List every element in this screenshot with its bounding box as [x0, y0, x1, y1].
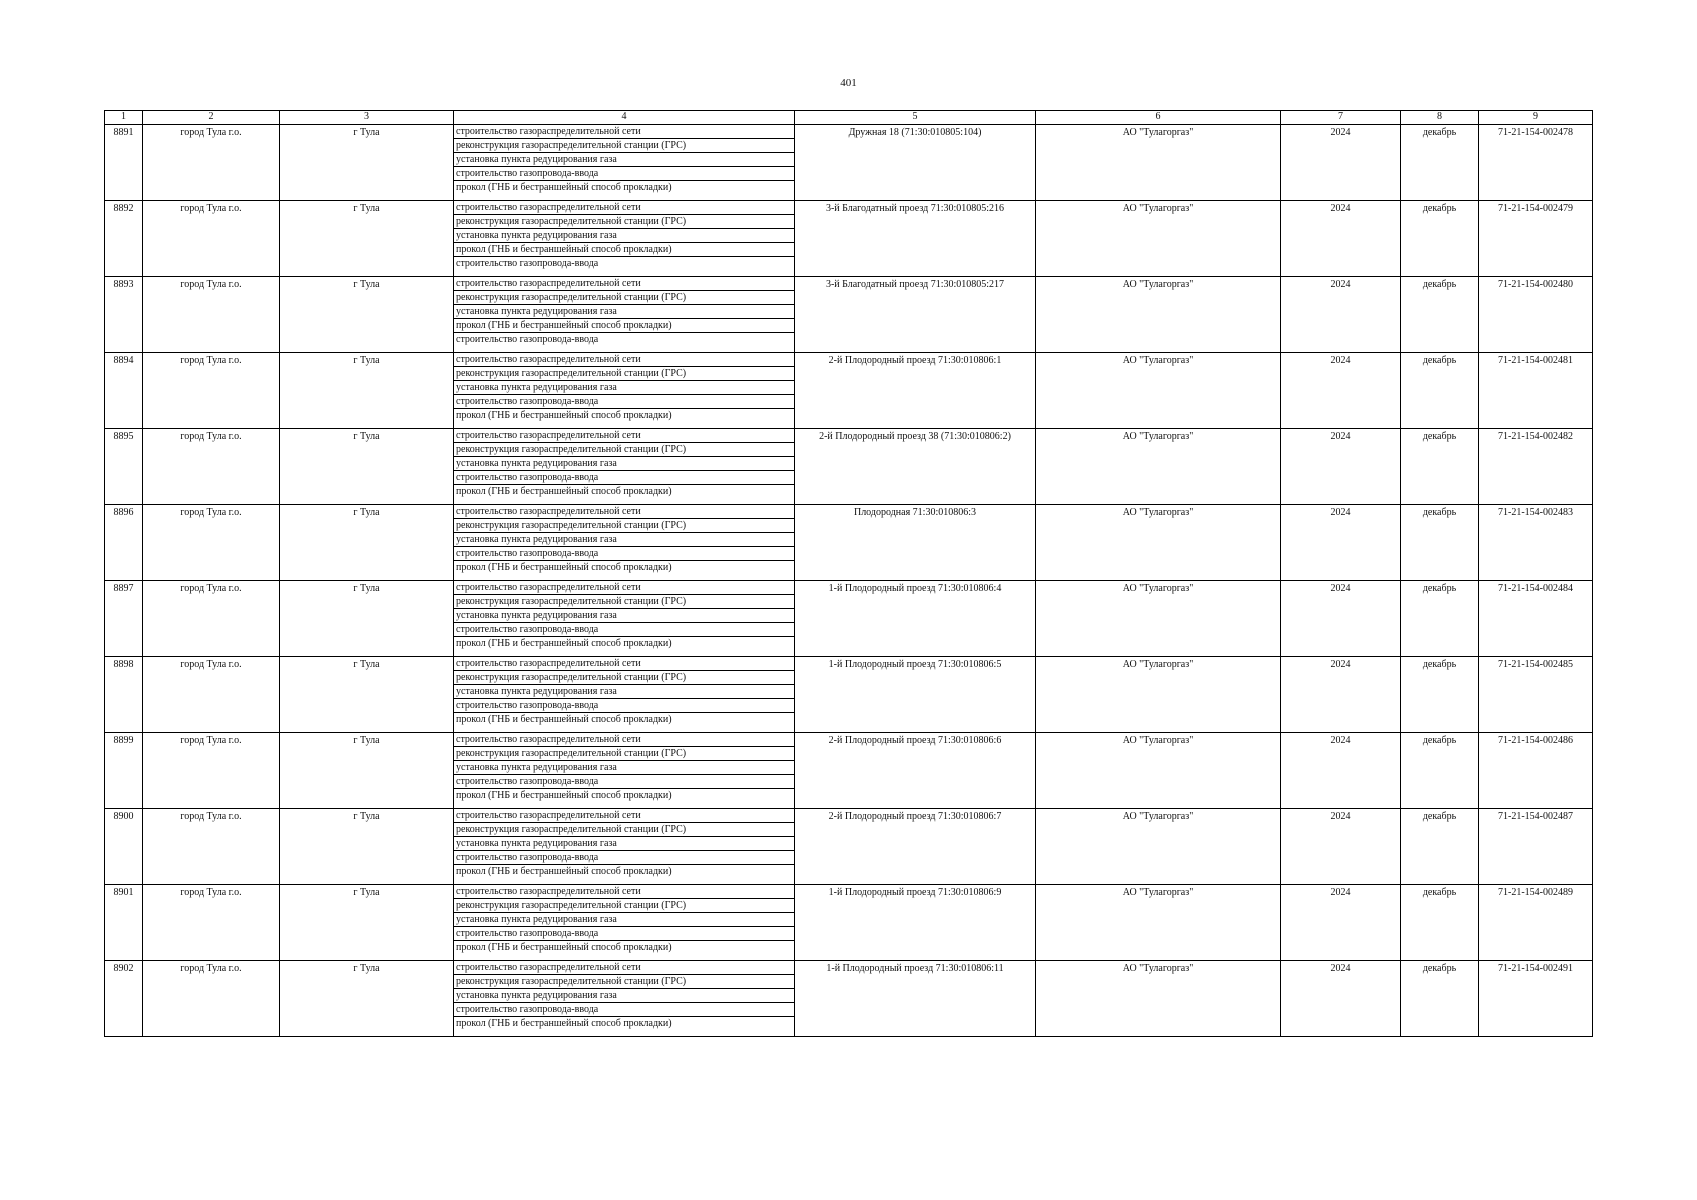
header-cell-3: 3: [280, 111, 454, 125]
municipality-cell: город Тула г.о.: [143, 961, 280, 1037]
year-cell: 2024: [1281, 809, 1401, 885]
work-item: прокол (ГНБ и бестраншейный способ прокладки): [456, 866, 672, 877]
table-row: [105, 429, 1593, 505]
month-cell: декабрь: [1401, 885, 1479, 961]
month-cell: декабрь: [1401, 809, 1479, 885]
year-cell: 2024: [1281, 125, 1401, 201]
work-item: строительство газопровода-ввода: [454, 623, 794, 637]
table-row: [105, 733, 1593, 809]
works-cell: [454, 885, 795, 961]
organization-cell: АО "Тулагоргаз": [1036, 125, 1281, 201]
work-item: прокол (ГНБ и бестраншейный способ прокладки): [456, 182, 672, 193]
works-cell: [454, 505, 795, 581]
address-cell: 2-й Плодородный проезд 71:30:010806:7: [795, 809, 1036, 885]
work-item: прокол (ГНБ и бестраншейный способ прокладки): [456, 410, 672, 421]
year-cell: 2024: [1281, 353, 1401, 429]
table-row: [105, 125, 1593, 201]
locality-cell: г Тула: [280, 961, 454, 1037]
row-number: 8891: [105, 125, 143, 201]
municipality-cell: город Тула г.о.: [143, 581, 280, 657]
work-item: установка пункта редуцирования газа: [454, 457, 794, 471]
work-item: прокол (ГНБ и бестраншейный способ прокладки): [456, 638, 672, 649]
row-number: 8899: [105, 733, 143, 809]
work-item: строительство газопровода-ввода: [454, 395, 794, 409]
work-item: строительство газораспределительной сети: [454, 809, 794, 823]
work-item: прокол (ГНБ и бестраншейный способ прокладки): [456, 942, 672, 953]
work-item: установка пункта редуцирования газа: [454, 229, 794, 243]
locality-cell: г Тула: [280, 277, 454, 353]
year-cell: 2024: [1281, 277, 1401, 353]
year-cell: 2024: [1281, 961, 1401, 1037]
work-item: реконструкция газораспределительной станции (ГРС): [454, 975, 794, 989]
work-item: строительство газораспределительной сети: [454, 429, 794, 443]
municipality-cell: город Тула г.о.: [143, 657, 280, 733]
code-cell: 71-21-154-002483: [1479, 505, 1593, 581]
header-cell-1: 1: [105, 111, 143, 125]
work-item: установка пункта редуцирования газа: [454, 305, 794, 319]
municipality-cell: город Тула г.о.: [143, 353, 280, 429]
works-cell: [454, 733, 795, 809]
work-item: строительство газораспределительной сети: [454, 125, 794, 139]
locality-cell: г Тула: [280, 429, 454, 505]
row-number: 8894: [105, 353, 143, 429]
works-cell: [454, 961, 795, 1037]
code-cell: 71-21-154-002491: [1479, 961, 1593, 1037]
work-item: строительство газопровода-ввода: [454, 851, 794, 865]
works-cell: [454, 429, 795, 505]
address-cell: 3-й Благодатный проезд 71:30:010805:216: [795, 201, 1036, 277]
works-cell: [454, 809, 795, 885]
work-item: прокол (ГНБ и бестраншейный способ прокладки): [456, 562, 672, 573]
locality-cell: г Тула: [280, 581, 454, 657]
month-cell: декабрь: [1401, 581, 1479, 657]
work-item: реконструкция газораспределительной станции (ГРС): [454, 291, 794, 305]
locality-cell: г Тула: [280, 885, 454, 961]
address-cell: Дружная 18 (71:30:010805:104): [795, 125, 1036, 201]
address-cell: 2-й Плодородный проезд 71:30:010806:1: [795, 353, 1036, 429]
row-number: 8898: [105, 657, 143, 733]
works-cell: [454, 657, 795, 733]
work-item: установка пункта редуцирования газа: [454, 989, 794, 1003]
organization-cell: АО "Тулагоргаз": [1036, 429, 1281, 505]
work-item: реконструкция газораспределительной станции (ГРС): [454, 823, 794, 837]
table-row: [105, 277, 1593, 353]
work-item: реконструкция газораспределительной станции (ГРС): [454, 443, 794, 457]
header-cell-4: 4: [454, 111, 795, 125]
work-item: установка пункта редуцирования газа: [454, 381, 794, 395]
table-row: [105, 809, 1593, 885]
month-cell: декабрь: [1401, 201, 1479, 277]
work-item: строительство газопровода-ввода: [454, 167, 794, 181]
municipality-cell: город Тула г.о.: [143, 885, 280, 961]
work-item: прокол (ГНБ и бестраншейный способ прокладки): [454, 243, 794, 257]
work-item: установка пункта редуцирования газа: [454, 837, 794, 851]
organization-cell: АО "Тулагоргаз": [1036, 277, 1281, 353]
code-cell: 71-21-154-002481: [1479, 353, 1593, 429]
work-item: строительство газораспределительной сети: [454, 505, 794, 519]
month-cell: декабрь: [1401, 277, 1479, 353]
year-cell: 2024: [1281, 201, 1401, 277]
code-cell: 71-21-154-002485: [1479, 657, 1593, 733]
code-cell: 71-21-154-002479: [1479, 201, 1593, 277]
work-item: реконструкция газораспределительной станции (ГРС): [454, 367, 794, 381]
table-row: [105, 353, 1593, 429]
month-cell: декабрь: [1401, 429, 1479, 505]
month-cell: декабрь: [1401, 505, 1479, 581]
locality-cell: г Тула: [280, 809, 454, 885]
header-row: [105, 111, 1593, 125]
header-cell-2: 2: [143, 111, 280, 125]
table-row: [105, 581, 1593, 657]
work-item: установка пункта редуцирования газа: [454, 609, 794, 623]
row-number: 8895: [105, 429, 143, 505]
organization-cell: АО "Тулагоргаз": [1036, 353, 1281, 429]
work-item: строительство газораспределительной сети: [454, 657, 794, 671]
code-cell: 71-21-154-002482: [1479, 429, 1593, 505]
work-item: прокол (ГНБ и бестраншейный способ прокладки): [456, 714, 672, 725]
locality-cell: г Тула: [280, 201, 454, 277]
work-item: строительство газопровода-ввода: [454, 699, 794, 713]
organization-cell: АО "Тулагоргаз": [1036, 885, 1281, 961]
locality-cell: г Тула: [280, 733, 454, 809]
work-item: реконструкция газораспределительной станции (ГРС): [454, 899, 794, 913]
year-cell: 2024: [1281, 885, 1401, 961]
locality-cell: г Тула: [280, 657, 454, 733]
code-cell: 71-21-154-002480: [1479, 277, 1593, 353]
work-item: строительство газопровода-ввода: [454, 471, 794, 485]
year-cell: 2024: [1281, 505, 1401, 581]
municipality-cell: город Тула г.о.: [143, 809, 280, 885]
works-cell: [454, 277, 795, 353]
row-number: 8893: [105, 277, 143, 353]
work-item: реконструкция газораспределительной станции (ГРС): [454, 671, 794, 685]
row-number: 8900: [105, 809, 143, 885]
municipality-cell: город Тула г.о.: [143, 277, 280, 353]
month-cell: декабрь: [1401, 125, 1479, 201]
work-item: строительство газораспределительной сети: [454, 961, 794, 975]
address-cell: 2-й Плодородный проезд 38 (71:30:010806:2): [795, 429, 1036, 505]
header-cell-7: 7: [1281, 111, 1401, 125]
year-cell: 2024: [1281, 581, 1401, 657]
works-cell: [454, 125, 795, 201]
work-item: установка пункта редуцирования газа: [454, 761, 794, 775]
work-item: установка пункта редуцирования газа: [454, 913, 794, 927]
row-number: 8896: [105, 505, 143, 581]
address-cell: Плодородная 71:30:010806:3: [795, 505, 1036, 581]
work-item: строительство газопровода-ввода: [454, 1003, 794, 1017]
organization-cell: АО "Тулагоргаз": [1036, 733, 1281, 809]
year-cell: 2024: [1281, 657, 1401, 733]
municipality-cell: город Тула г.о.: [143, 505, 280, 581]
code-cell: 71-21-154-002484: [1479, 581, 1593, 657]
municipality-cell: город Тула г.о.: [143, 733, 280, 809]
table-body: [105, 125, 1593, 1037]
work-item: прокол (ГНБ и бестраншейный способ прокладки): [454, 319, 794, 333]
table-row: [105, 961, 1593, 1037]
work-item: строительство газораспределительной сети: [454, 277, 794, 291]
work-item: установка пункта редуцирования газа: [454, 533, 794, 547]
table-row: [105, 885, 1593, 961]
month-cell: декабрь: [1401, 733, 1479, 809]
organization-cell: АО "Тулагоргаз": [1036, 581, 1281, 657]
code-cell: 71-21-154-002487: [1479, 809, 1593, 885]
code-cell: 71-21-154-002486: [1479, 733, 1593, 809]
municipality-cell: город Тула г.о.: [143, 125, 280, 201]
work-item: прокол (ГНБ и бестраншейный способ прокладки): [456, 790, 672, 801]
month-cell: декабрь: [1401, 657, 1479, 733]
month-cell: декабрь: [1401, 961, 1479, 1037]
works-cell: [454, 353, 795, 429]
municipality-cell: город Тула г.о.: [143, 429, 280, 505]
organization-cell: АО "Тулагоргаз": [1036, 657, 1281, 733]
header-cell-8: 8: [1401, 111, 1479, 125]
works-cell: [454, 201, 795, 277]
organization-cell: АО "Тулагоргаз": [1036, 961, 1281, 1037]
work-item: реконструкция газораспределительной станции (ГРС): [454, 139, 794, 153]
organization-cell: АО "Тулагоргаз": [1036, 201, 1281, 277]
year-cell: 2024: [1281, 733, 1401, 809]
year-cell: 2024: [1281, 429, 1401, 505]
municipality-cell: город Тула г.о.: [143, 201, 280, 277]
header-cell-5: 5: [795, 111, 1036, 125]
row-number: 8892: [105, 201, 143, 277]
header-cell-6: 6: [1036, 111, 1281, 125]
work-item: реконструкция газораспределительной станции (ГРС): [454, 595, 794, 609]
row-number: 8902: [105, 961, 143, 1037]
locality-cell: г Тула: [280, 353, 454, 429]
organization-cell: АО "Тулагоргаз": [1036, 505, 1281, 581]
table-row: [105, 505, 1593, 581]
work-item: строительство газопровода-ввода: [456, 258, 599, 269]
work-item: строительство газораспределительной сети: [454, 201, 794, 215]
locality-cell: г Тула: [280, 125, 454, 201]
work-item: прокол (ГНБ и бестраншейный способ прокладки): [456, 1018, 672, 1029]
work-item: прокол (ГНБ и бестраншейный способ прокладки): [456, 486, 672, 497]
gasification-schedule-table: [104, 110, 1593, 1037]
page-number: 401: [840, 77, 857, 89]
work-item: строительство газопровода-ввода: [454, 775, 794, 789]
address-cell: 1-й Плодородный проезд 71:30:010806:11: [795, 961, 1036, 1037]
table-row: [105, 201, 1593, 277]
locality-cell: г Тула: [280, 505, 454, 581]
header-cell-9: 9: [1479, 111, 1593, 125]
address-cell: 3-й Благодатный проезд 71:30:010805:217: [795, 277, 1036, 353]
code-cell: 71-21-154-002478: [1479, 125, 1593, 201]
work-item: строительство газораспределительной сети: [454, 885, 794, 899]
work-item: строительство газораспределительной сети: [454, 733, 794, 747]
row-number: 8897: [105, 581, 143, 657]
work-item: реконструкция газораспределительной станции (ГРС): [454, 747, 794, 761]
work-item: строительство газораспределительной сети: [454, 581, 794, 595]
work-item: строительство газопровода-ввода: [454, 547, 794, 561]
work-item: реконструкция газораспределительной станции (ГРС): [454, 519, 794, 533]
row-number: 8901: [105, 885, 143, 961]
works-cell: [454, 581, 795, 657]
code-cell: 71-21-154-002489: [1479, 885, 1593, 961]
work-item: строительство газораспределительной сети: [454, 353, 794, 367]
address-cell: 1-й Плодородный проезд 71:30:010806:5: [795, 657, 1036, 733]
month-cell: декабрь: [1401, 353, 1479, 429]
address-cell: 2-й Плодородный проезд 71:30:010806:6: [795, 733, 1036, 809]
address-cell: 1-й Плодородный проезд 71:30:010806:4: [795, 581, 1036, 657]
address-cell: 1-й Плодородный проезд 71:30:010806:9: [795, 885, 1036, 961]
work-item: установка пункта редуцирования газа: [454, 153, 794, 167]
work-item: установка пункта редуцирования газа: [454, 685, 794, 699]
work-item: реконструкция газораспределительной станции (ГРС): [454, 215, 794, 229]
table-row: [105, 657, 1593, 733]
work-item: строительство газопровода-ввода: [456, 334, 599, 345]
organization-cell: АО "Тулагоргаз": [1036, 809, 1281, 885]
work-item: строительство газопровода-ввода: [454, 927, 794, 941]
